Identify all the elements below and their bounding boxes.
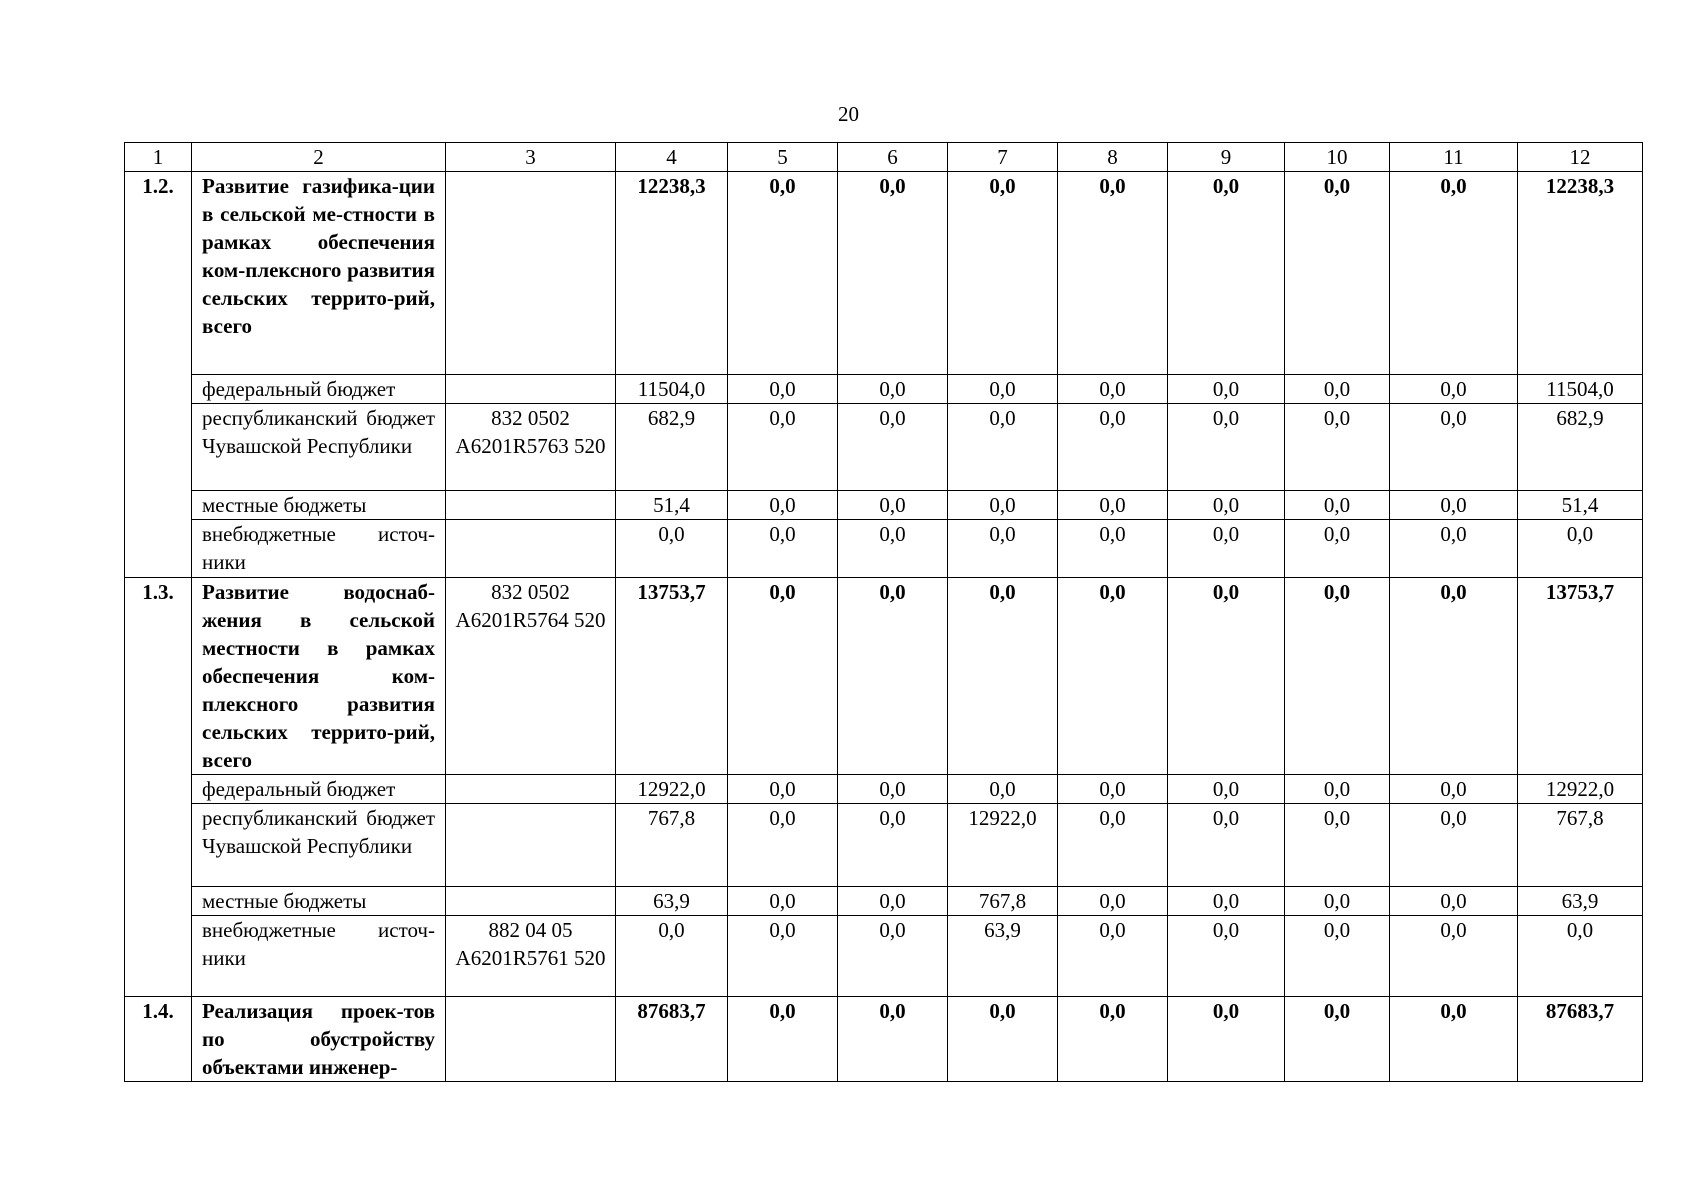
- amount-cell: 12922,0: [616, 775, 728, 804]
- amount-cell: 0,0: [838, 578, 948, 775]
- amount-cell: 0,0: [1285, 172, 1390, 375]
- budget-code: [446, 172, 616, 375]
- amount-cell: 0,0: [1390, 491, 1518, 520]
- funding-source-row: [125, 916, 1643, 997]
- funding-source-label: местные бюджеты: [192, 491, 446, 520]
- budget-code: [446, 887, 616, 916]
- amount-cell: 12238,3: [1518, 172, 1643, 375]
- budget-code: 882 04 05 А6201R5761 520: [446, 916, 616, 997]
- amount-cell: 0,0: [948, 404, 1058, 491]
- column-number-cell: 10: [1285, 143, 1390, 172]
- amount-cell: 0,0: [948, 520, 1058, 578]
- amount-cell: 0,0: [838, 916, 948, 997]
- funding-source-row: [125, 491, 1643, 520]
- funding-source-label: внебюджетные источ-ники: [192, 916, 446, 997]
- amount-cell: 0,0: [728, 916, 838, 997]
- amount-cell: 0,0: [838, 997, 948, 1082]
- column-number-cell: 4: [616, 143, 728, 172]
- column-number-cell: 2: [192, 143, 446, 172]
- amount-cell: 0,0: [728, 404, 838, 491]
- item-title: Развитие газифика-ции в сельской ме-стности в рамках обеспечения ком-плексного развития сельских террито-рий, всего: [192, 172, 446, 375]
- amount-cell: 0,0: [1390, 775, 1518, 804]
- amount-cell: 767,8: [1518, 804, 1643, 887]
- amount-cell: 0,0: [1168, 916, 1285, 997]
- amount-cell: 0,0: [1390, 916, 1518, 997]
- amount-cell: 0,0: [1285, 887, 1390, 916]
- amount-cell: 0,0: [838, 404, 948, 491]
- amount-cell: 12922,0: [948, 804, 1058, 887]
- amount-cell: 0,0: [948, 375, 1058, 404]
- amount-cell: 0,0: [838, 804, 948, 887]
- amount-cell: 0,0: [838, 775, 948, 804]
- budget-code: [446, 997, 616, 1082]
- amount-cell: 0,0: [838, 887, 948, 916]
- funding-source-row: [125, 520, 1643, 578]
- amount-cell: 0,0: [948, 172, 1058, 375]
- amount-cell: 0,0: [1390, 172, 1518, 375]
- amount-cell: 0,0: [1285, 578, 1390, 775]
- amount-cell: 0,0: [948, 997, 1058, 1082]
- amount-cell: 0,0: [1168, 887, 1285, 916]
- item-total-row: [125, 578, 1643, 775]
- amount-cell: 0,0: [1058, 375, 1168, 404]
- column-number-cell: 7: [948, 143, 1058, 172]
- amount-cell: 87683,7: [1518, 997, 1643, 1082]
- amount-cell: 0,0: [1285, 916, 1390, 997]
- amount-cell: 0,0: [728, 375, 838, 404]
- amount-cell: 0,0: [1058, 997, 1168, 1082]
- amount-cell: 0,0: [1168, 491, 1285, 520]
- amount-cell: 767,8: [948, 887, 1058, 916]
- column-number-cell: 8: [1058, 143, 1168, 172]
- amount-cell: 63,9: [616, 887, 728, 916]
- item-number: 1.4.: [125, 997, 192, 1082]
- item-title: Реализация проек-тов по обустройству объектами инженер-: [192, 997, 446, 1082]
- budget-code: 832 0502 А6201R5763 520: [446, 404, 616, 491]
- amount-cell: 0,0: [1168, 404, 1285, 491]
- budget-table: [124, 142, 1643, 1082]
- amount-cell: 0,0: [1285, 804, 1390, 887]
- column-number-cell: 1: [125, 143, 192, 172]
- budget-code: 832 0502 А6201R5764 520: [446, 578, 616, 775]
- amount-cell: 0,0: [1168, 775, 1285, 804]
- funding-source-label: внебюджетные источ-ники: [192, 520, 446, 578]
- amount-cell: 11504,0: [616, 375, 728, 404]
- amount-cell: 0,0: [728, 520, 838, 578]
- amount-cell: 0,0: [1285, 404, 1390, 491]
- amount-cell: 0,0: [1058, 887, 1168, 916]
- budget-code: [446, 491, 616, 520]
- amount-cell: 682,9: [1518, 404, 1643, 491]
- budget-code: [446, 804, 616, 887]
- amount-cell: 87683,7: [616, 997, 728, 1082]
- amount-cell: 0,0: [1168, 172, 1285, 375]
- column-number-cell: 11: [1390, 143, 1518, 172]
- amount-cell: 0,0: [1390, 404, 1518, 491]
- column-number-cell: 5: [728, 143, 838, 172]
- amount-cell: 767,8: [616, 804, 728, 887]
- amount-cell: 0,0: [948, 578, 1058, 775]
- amount-cell: 0,0: [728, 578, 838, 775]
- amount-cell: 0,0: [728, 775, 838, 804]
- amount-cell: 0,0: [1285, 520, 1390, 578]
- amount-cell: 0,0: [1285, 997, 1390, 1082]
- amount-cell: 0,0: [1390, 375, 1518, 404]
- amount-cell: 12238,3: [616, 172, 728, 375]
- amount-cell: 0,0: [728, 172, 838, 375]
- amount-cell: 0,0: [1168, 578, 1285, 775]
- amount-cell: 0,0: [948, 775, 1058, 804]
- amount-cell: 0,0: [1168, 997, 1285, 1082]
- budget-code: [446, 375, 616, 404]
- amount-cell: 0,0: [1390, 520, 1518, 578]
- amount-cell: 0,0: [1058, 172, 1168, 375]
- amount-cell: 0,0: [1058, 775, 1168, 804]
- funding-source-row: [125, 775, 1643, 804]
- amount-cell: 0,0: [1168, 520, 1285, 578]
- amount-cell: 0,0: [1058, 491, 1168, 520]
- amount-cell: 0,0: [1168, 804, 1285, 887]
- funding-source-label: местные бюджеты: [192, 887, 446, 916]
- amount-cell: 0,0: [616, 520, 728, 578]
- column-number-cell: 3: [446, 143, 616, 172]
- page-number: 20: [838, 102, 859, 126]
- column-number-cell: 12: [1518, 143, 1643, 172]
- amount-cell: 0,0: [1518, 916, 1643, 997]
- item-total-row: [125, 997, 1643, 1082]
- amount-cell: 0,0: [728, 887, 838, 916]
- amount-cell: 51,4: [1518, 491, 1643, 520]
- amount-cell: 0,0: [948, 491, 1058, 520]
- amount-cell: 12922,0: [1518, 775, 1643, 804]
- funding-source-label: федеральный бюджет: [192, 775, 446, 804]
- funding-source-row: [125, 404, 1643, 491]
- funding-source-row: [125, 375, 1643, 404]
- item-number: 1.2.: [125, 172, 192, 578]
- item-total-row: [125, 172, 1643, 375]
- amount-cell: 0,0: [728, 491, 838, 520]
- amount-cell: 51,4: [616, 491, 728, 520]
- amount-cell: 0,0: [1285, 491, 1390, 520]
- amount-cell: 0,0: [838, 520, 948, 578]
- amount-cell: 13753,7: [616, 578, 728, 775]
- amount-cell: 0,0: [1390, 804, 1518, 887]
- column-number-row: [125, 143, 1643, 172]
- amount-cell: 0,0: [1058, 404, 1168, 491]
- amount-cell: 0,0: [1168, 375, 1285, 404]
- funding-source-label: республиканский бюджет Чувашской Республики: [192, 804, 446, 887]
- amount-cell: 0,0: [728, 997, 838, 1082]
- budget-code: [446, 520, 616, 578]
- amount-cell: 63,9: [948, 916, 1058, 997]
- amount-cell: 13753,7: [1518, 578, 1643, 775]
- amount-cell: 0,0: [1285, 375, 1390, 404]
- amount-cell: 0,0: [616, 916, 728, 997]
- amount-cell: 63,9: [1518, 887, 1643, 916]
- amount-cell: 0,0: [1058, 578, 1168, 775]
- amount-cell: 0,0: [1058, 520, 1168, 578]
- budget-code: [446, 775, 616, 804]
- funding-source-row: [125, 804, 1643, 887]
- item-title: Развитие водоснаб-жения в сельской местности в рамках обеспечения ком-плексного развития сельских террито-рий, всего: [192, 578, 446, 775]
- amount-cell: 0,0: [838, 375, 948, 404]
- amount-cell: 0,0: [1390, 887, 1518, 916]
- item-number: 1.3.: [125, 578, 192, 997]
- amount-cell: 0,0: [1390, 997, 1518, 1082]
- amount-cell: 682,9: [616, 404, 728, 491]
- amount-cell: 0,0: [838, 491, 948, 520]
- amount-cell: 0,0: [838, 172, 948, 375]
- column-number-cell: 6: [838, 143, 948, 172]
- amount-cell: 0,0: [728, 804, 838, 887]
- amount-cell: 0,0: [1285, 775, 1390, 804]
- amount-cell: 0,0: [1058, 804, 1168, 887]
- amount-cell: 11504,0: [1518, 375, 1643, 404]
- funding-source-row: [125, 887, 1643, 916]
- funding-source-label: федеральный бюджет: [192, 375, 446, 404]
- column-number-cell: 9: [1168, 143, 1285, 172]
- funding-source-label: республиканский бюджет Чувашской Республики: [192, 404, 446, 491]
- amount-cell: 0,0: [1390, 578, 1518, 775]
- amount-cell: 0,0: [1518, 520, 1643, 578]
- amount-cell: 0,0: [1058, 916, 1168, 997]
